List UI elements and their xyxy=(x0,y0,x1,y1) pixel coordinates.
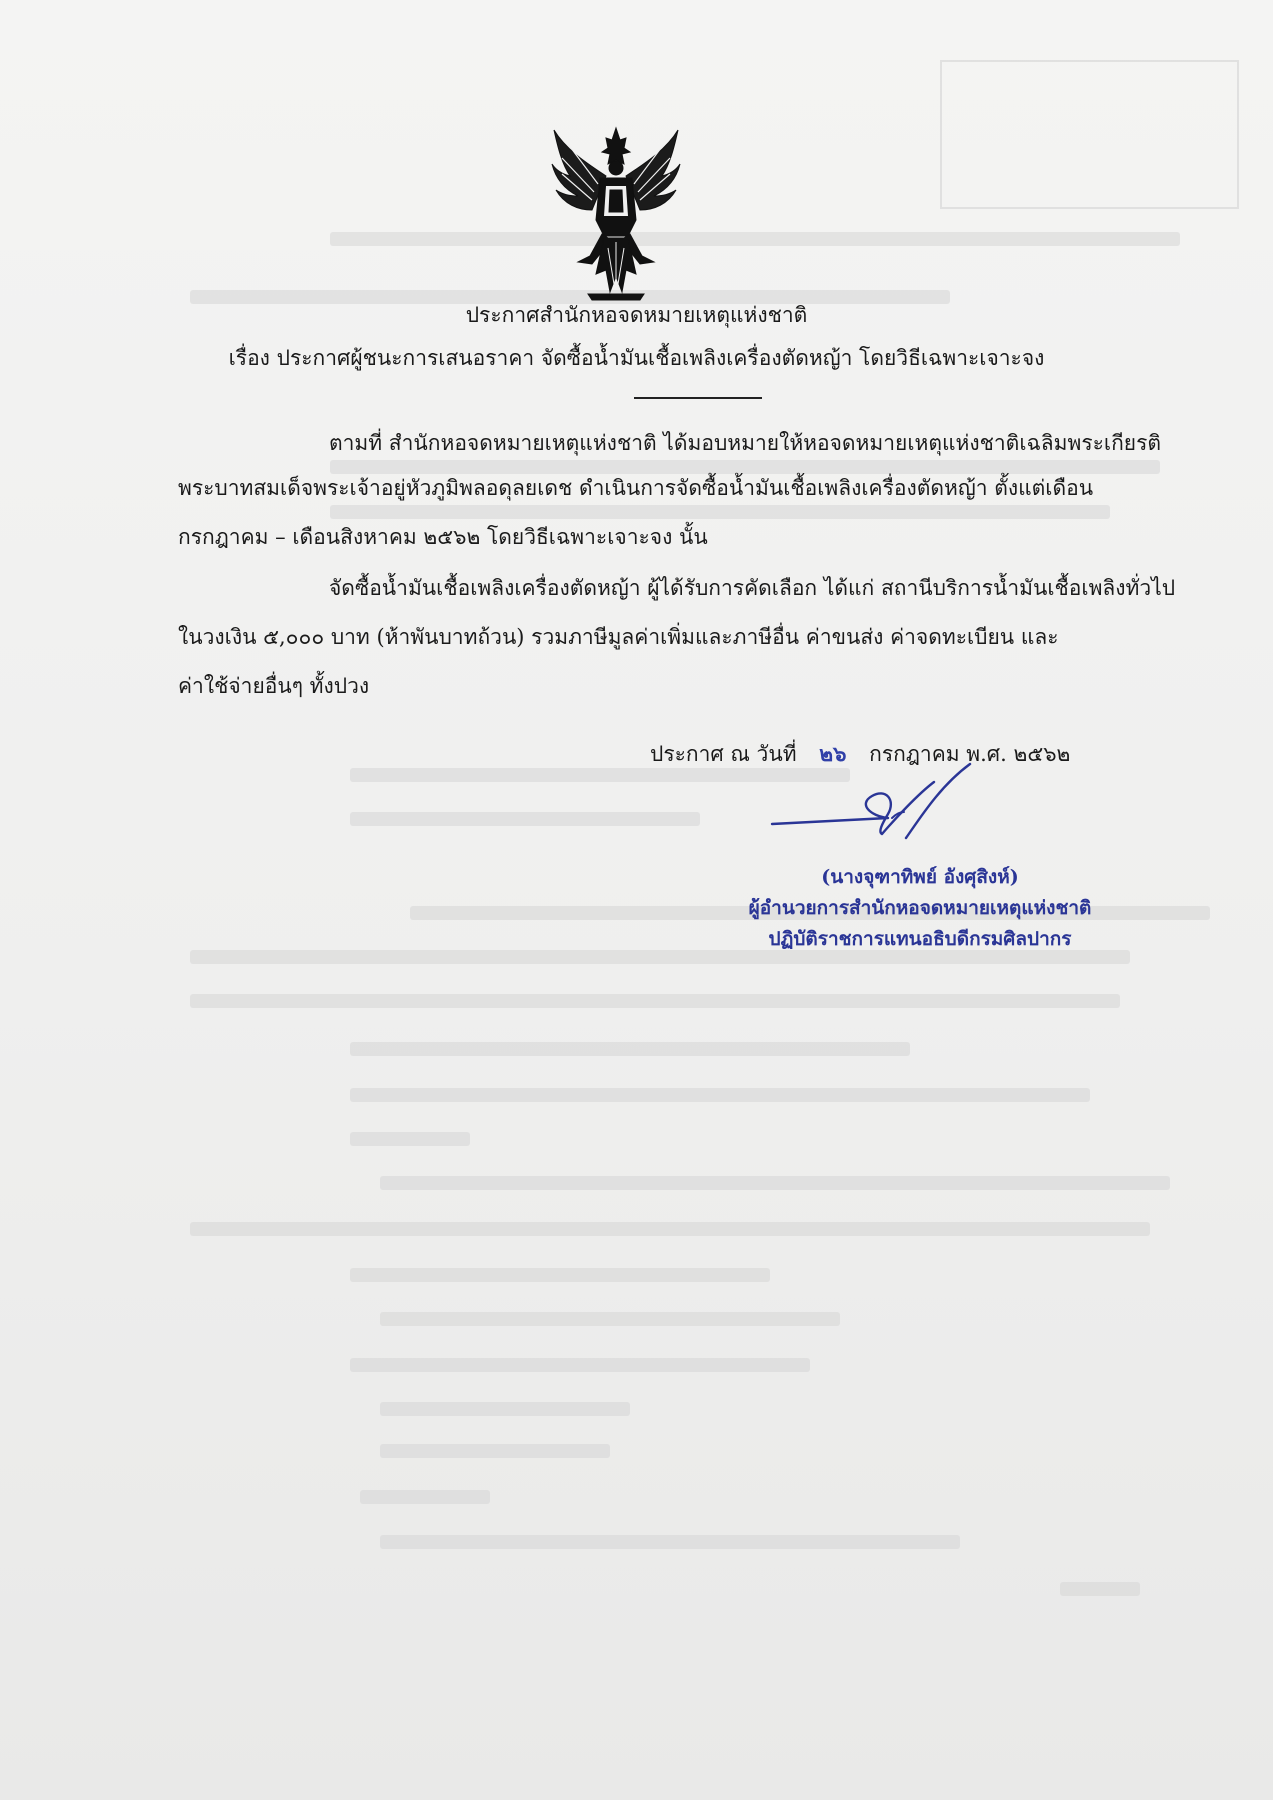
bleed-through-line xyxy=(190,994,1120,1008)
bleed-through-line xyxy=(330,505,1110,519)
bleed-through-line xyxy=(380,1402,630,1416)
bleed-through-line xyxy=(350,1268,770,1282)
announcement-subject: เรื่อง ประกาศผู้ชนะการเสนอราคา จัดซื้อน้ำมันเชื้อเพลิงเครื่องตัดหญ้า โดยวิธีเฉพาะเจาะจง xyxy=(228,346,1045,370)
bleed-through-line xyxy=(380,1176,1170,1190)
bleed-through-line xyxy=(190,1222,1150,1236)
bleed-through-line xyxy=(350,1358,810,1372)
date-month-year: กรกฎาคม พ.ศ. ๒๕๖๒ xyxy=(869,742,1071,766)
bleed-through-line xyxy=(350,1132,470,1146)
handwritten-signature xyxy=(770,760,990,860)
paragraph-2-line-1: จัดซื้อน้ำมันเชื้อเพลิงเครื่องตัดหญ้า ผู้ได้รับการคัดเลือก ได้แก่ สถานีบริการน้ำมันเชื้อเพลิงทั่วไป xyxy=(329,576,1176,600)
bleed-through-line xyxy=(330,232,1180,246)
signatory-acting-on-behalf: ปฏิบัติราชการแทนอธิบดีกรมศิลปากร xyxy=(768,928,1072,950)
paragraph-2-line-3: ค่าใช้จ่ายอื่นๆ ทั้งปวง xyxy=(178,674,370,698)
paragraph-1-line-2: พระบาทสมเด็จพระเจ้าอยู่หัวภูมิพลอดุลยเดช ดำเนินการจัดซื้อน้ำมันเชื้อเพลิงเครื่องตัดหญ้า ตั้งแต่เดือน xyxy=(178,476,1094,500)
announcement-title: ประกาศสำนักหอจดหมายเหตุแห่งชาติ xyxy=(465,303,808,327)
garuda-emblem-icon xyxy=(548,124,684,302)
bleed-through-stamp-box xyxy=(940,60,1239,209)
bleed-through-line xyxy=(380,1535,960,1549)
signatory-name: (นางจุฑาทิพย์ อังศุสิงห์) xyxy=(821,866,1019,888)
bleed-through-line xyxy=(380,1444,610,1458)
bleed-through-line xyxy=(350,812,700,826)
date-prefix: ประกาศ ณ วันที่ xyxy=(650,742,797,766)
bleed-through-line xyxy=(350,1088,1090,1102)
bleed-through-line xyxy=(350,1042,910,1056)
bleed-through-line xyxy=(1060,1582,1140,1596)
bleed-through-line xyxy=(380,1312,840,1326)
paragraph-1-line-1: ตามที่ สำนักหอจดหมายเหตุแห่งชาติ ได้มอบหมายให้หอจดหมายเหตุแห่งชาติเฉลิมพระเกียรติ xyxy=(329,431,1162,455)
title-divider xyxy=(634,397,762,399)
paragraph-2-line-2: ในวงเงิน ๕,๐๐๐ บาท (ห้าพันบาทถ้วน) รวมภาษีมูลค่าเพิ่มและภาษีอื่น ค่าขนส่ง ค่าจดทะเบียน และ xyxy=(178,625,1059,649)
paragraph-1-line-3: กรกฎาคม – เดือนสิงหาคม ๒๕๖๒ โดยวิธีเฉพาะเจาะจง นั้น xyxy=(178,525,708,549)
bleed-through-line xyxy=(360,1490,490,1504)
signatory-position: ผู้อำนวยการสำนักหอจดหมายเหตุแห่งชาติ xyxy=(748,897,1092,919)
date-day-handwritten: ๒๖ xyxy=(819,741,847,766)
